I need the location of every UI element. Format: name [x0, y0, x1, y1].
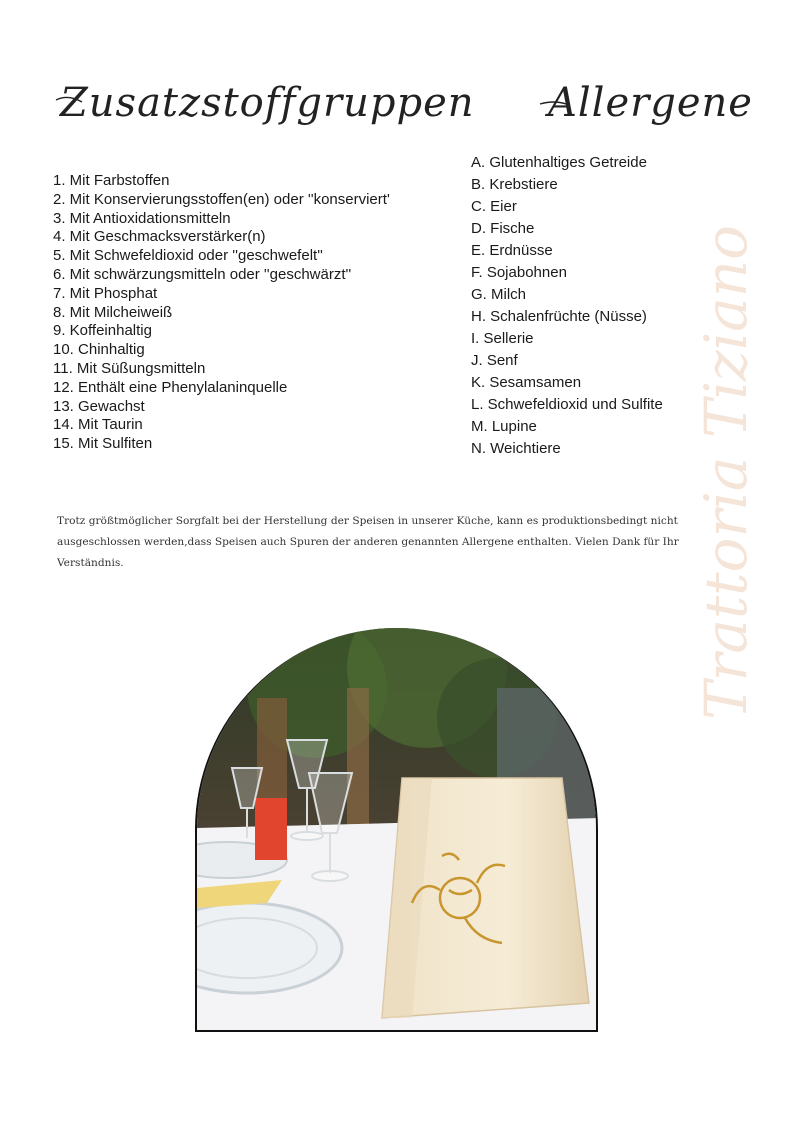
additive-item: 13. Gewachst — [53, 397, 145, 415]
restaurant-watermark-logo: Trattoria Tiziano — [692, 224, 760, 720]
table-setting-illustration — [197, 628, 598, 1032]
additive-item: 11. Mit Süßungsmitteln — [53, 359, 206, 377]
additive-item: 8. Mit Milcheiweiß — [53, 303, 173, 321]
heading-flourish-right — [538, 98, 568, 118]
allergen-item: G. Milch — [471, 286, 527, 303]
additive-item: 7. Mit Phosphat — [53, 284, 158, 302]
allergen-item: C. Eier — [471, 198, 517, 215]
allergen-item: E. Erdnüsse — [471, 242, 553, 259]
allergen-item: N. Weichtiere — [471, 440, 561, 457]
additive-item: 3. Mit Antioxidationsmitteln — [53, 209, 231, 227]
allergen-item: A. Glutenhaltiges Getreide — [471, 154, 647, 171]
additive-item: 4. Mit Geschmacksverstärker(n) — [53, 228, 266, 246]
additive-item: 1. Mit Farbstoffen — [53, 172, 170, 189]
allergen-disclaimer: Trotz größtmöglicher Sorgfalt bei der Herstellung der Speisen in unserer Küche, kann es produktionsbedingt nicht ausgeschlossen werden,dass Speisen auch Spuren der anderen genannten Allergene enthalten. Vielen Dank für Ihr Verständnis. — [57, 514, 679, 569]
heading-flourish-left — [54, 92, 84, 112]
allergen-item: K. Sesamsamen — [471, 374, 582, 391]
additive-item: 2. Mit Konservierungsstoffen(en) oder ''konserviert' — [53, 190, 390, 208]
allergen-item: F. Sojabohnen — [471, 264, 567, 281]
allergen-item: M. Lupine — [471, 418, 537, 435]
additives-list — [53, 172, 453, 454]
additive-item: 9. Koffeinhaltig — [53, 322, 152, 340]
allergen-item: D. Fische — [471, 220, 535, 237]
allergen-item: B. Krebstiere — [471, 176, 558, 193]
additive-item: 10. Chinhaltig — [53, 341, 145, 359]
allergen-item: L. Schwefeldioxid und Sulfite — [471, 396, 663, 413]
additive-item: 15. Mit Sulfiten — [53, 435, 153, 453]
allergen-item: J. Senf — [471, 352, 518, 369]
allergen-item: H. Schalenfrüchte (Nüsse) — [471, 308, 647, 325]
additive-item: 6. Mit schwärzungsmitteln oder ''geschwärzt'' — [53, 265, 352, 283]
additive-item: 14. Mit Taurin — [53, 416, 143, 434]
allergen-item: I. Sellerie — [471, 330, 534, 347]
additive-item: 12. Enthält eine Phenylalaninquelle — [53, 378, 288, 396]
additives-heading: Zusatzstoffgruppen — [60, 80, 475, 126]
additive-item: 5. Mit Schwefeldioxid oder ''geschwefelt'' — [53, 247, 323, 265]
table-setting-photo — [195, 628, 598, 1032]
allergens-heading: Allergene — [548, 80, 753, 126]
